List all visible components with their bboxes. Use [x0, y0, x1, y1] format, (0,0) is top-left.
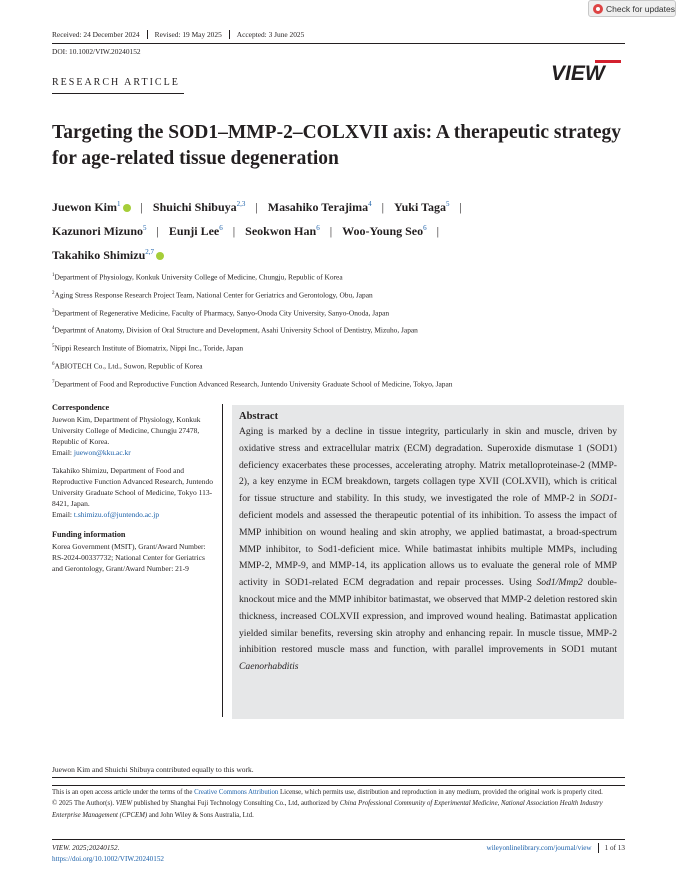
view-logo-icon	[551, 60, 623, 82]
footer-separator	[598, 843, 599, 853]
author-name: Masahiko Terajima$^4$	[267, 200, 372, 214]
author-affiliation-ref: 1	[117, 200, 121, 208]
correspondence-entry-1	[52, 414, 216, 458]
author-separator: |	[459, 200, 462, 214]
article-dates	[52, 30, 311, 39]
author-affiliation-ref: 2,3	[236, 200, 246, 208]
received-date: Received: 24 December 2024	[52, 30, 148, 39]
journal-site-link[interactable]: wileyonlinelibrary.com/journal/view	[486, 844, 592, 852]
author-affiliation-ref: 6	[423, 224, 427, 232]
affiliation-item: $^4$Departmnt of Anatomy, Division of Oral Structure and Development, Asahi University School of Dentistry, Mizuho, Japan	[52, 325, 418, 335]
affiliation-item: $^3$Department of Regenerative Medicine, Faculty of Pharmacy, Sanyo-Onoda City University, Sanyo-Onoda, Japan	[52, 308, 390, 317]
journal-logo-text: VIEW	[551, 62, 605, 82]
abstract-box	[232, 405, 624, 719]
contribution-note: Juewon Kim and Shuichi Shibuya contributed equally to this work.	[52, 765, 254, 774]
author-list	[52, 194, 625, 266]
author-name: Shuichi Shibuya$^{2,3}$	[152, 200, 246, 214]
footer-right	[487, 843, 626, 853]
author-name: Eunji Lee$^6$	[168, 224, 223, 238]
revised-date: Revised: 19 May 2025	[148, 30, 230, 39]
license-line-2: © 2025 The Author(s). VIEW published by Shanghai Fuji Technology Consulting Co., Ltd, authorized by China Professional Community of Experimental Medicine, National Association Health Industry Enterprise Management (CPCEM) and John Wiley & Sons Australia, Ltd.	[52, 800, 603, 819]
journal-reference: VIEW. 2025;20240152.	[52, 844, 120, 852]
affiliation-item: $^7$Department of Food and Reproductive Function Advanced Research, Juntendo University Graduate School of Medicine, Tokyo, Japan	[52, 379, 453, 389]
author-affiliation-ref: 2,7	[145, 248, 155, 256]
abstract-text: Aging is marked by a decline in tissue integrity, particularly in skin and muscle, driven by oxidative stress and extracellular matrix (ECM) degradation. Superoxide dismutase 1 (SOD1) deficiency exacerbates these processes, accelerating atrophy. Matrix metalloproteinase-2 (MMP-2), a key enzyme in ECM breakdown, targets collagen type XVII (COLXVII), which is critical for tissue structure and stability. In this study, we investigated the role of MMP-2 in SOD1-deficient models and assessed the therapeutic potential of its inhibition. To assess the impact of MMP inhibition on wound healing and skin atrophy, we applied batimastat, a broad-spectrum MMP inhibitor, to Sod1-deficient mice. While batimastat inhibits multiple MMPs, including MMP-2, MMP-9, and MMP-14, its application allows us to evaluate the general role of MMP activity in SOD1-related ECM degradation and repair processes. Using Sod1/Mmp2 double-knockout mice and the MMP inhibitor batimastat, we observed that MMP-2 deletion restored skin thickness, increased COLXVII expression, and improved wound healing. Batimastat application yielded similar benefits, reversing skin atrophy and enhancing repair. In muscle tissue, MMP-2 inhibition restored muscle mass and function, with parallel improvements in SOD1 mutant Caenorhabditis	[239, 426, 617, 673]
footnote-rule-2	[52, 785, 625, 786]
author-separator: |	[329, 224, 333, 238]
orcid-icon[interactable]	[123, 204, 131, 212]
author-name: Kazunori Mizuno$^5$	[52, 224, 147, 238]
abstract-heading: Abstract	[239, 411, 279, 422]
cc-license-link[interactable]: Creative Commons Attribution	[194, 789, 279, 796]
license-block	[52, 787, 625, 821]
author-affiliation-ref: 6	[316, 224, 320, 232]
article-type-label: RESEARCH ARTICLE	[52, 77, 180, 88]
email-link-1[interactable]: juewon@kku.ac.kr	[73, 448, 131, 457]
check-for-updates-label: Check for updates	[606, 3, 675, 14]
correspondence-heading: Correspondence	[52, 403, 110, 412]
email-label-2: Email:	[52, 510, 74, 519]
author-name: Woo-Young Seo$^6$	[342, 224, 427, 238]
author-separator: |	[255, 200, 258, 214]
author-affiliation-ref: 5	[445, 200, 450, 208]
footnote-rule-1	[52, 777, 625, 778]
article-doi: DOI: 10.1002/VIW.20240152	[52, 47, 141, 56]
affiliation-item: $^1$Department of Physiology, Konkuk University College of Medicine, Chungju, Republic of Korea	[52, 272, 343, 282]
crossmark-icon	[593, 4, 603, 14]
check-for-updates-badge[interactable]	[588, 0, 676, 17]
article-type-underline	[52, 93, 184, 94]
author-separator: |	[381, 200, 385, 214]
author-name: Takahiko Shimizu$^{2,7}$	[52, 242, 164, 266]
page-number: 1 of 13	[604, 844, 625, 852]
email-link-2[interactable]: t.shimizu.of@juntendo.ac.jp	[73, 510, 160, 519]
author-affiliation-ref: 4	[368, 200, 372, 208]
affiliation-list	[52, 268, 625, 392]
correspondence-address-1: Juewon Kim, Department of Physiology, Konkuk University College of Medicine, Chungju 27478, Republic of Korea.	[52, 415, 201, 446]
author-separator: |	[436, 224, 440, 238]
accepted-date: Accepted: 3 June 2025	[236, 30, 305, 39]
author-affiliation-ref: 5	[143, 224, 147, 232]
author-name: Juewon Kim$^1$	[52, 194, 131, 218]
journal-logo	[551, 60, 623, 82]
author-affiliation-ref: 6	[219, 224, 223, 232]
column-divider	[222, 404, 223, 717]
license-line-1: This is an open access article under the terms of the Creative Commons Attribution License, which permits use, distribution and reproduction in any medium, provided the original work is properly cited.	[52, 789, 603, 796]
funding-heading: Funding information	[52, 530, 126, 539]
author-separator: |	[232, 224, 236, 238]
correspondence-entry-2	[52, 465, 216, 520]
doi-link[interactable]: https://doi.org/10.1002/VIW.20240152	[52, 855, 165, 863]
funding-text: Korea Government (MSIT), Grant/Award Number: RS-2024-00337732; National Center for Geriatrics and Gerontology, Grant/Award Number: 21-9	[52, 542, 206, 573]
affiliation-item: $^5$Nippi Research Institute of Biomatrix, Nippi Inc., Toride, Japan	[52, 343, 244, 353]
author-separator: |	[156, 224, 159, 238]
email-label-1: Email:	[52, 448, 74, 457]
header-rule	[52, 43, 625, 44]
correspondence-address-2: Takahiko Shimizu, Department of Food and Reproductive Function Advanced Research, Juntendo University Graduate School of Medicine, Tokyo 113-8421, Japan.	[52, 466, 214, 508]
author-separator: |	[140, 200, 143, 214]
orcid-icon[interactable]	[156, 252, 164, 260]
affiliation-item: $^2$Aging Stress Response Research Project Team, National Center for Geriatrics and Gerontology, Obu, Japan	[52, 290, 373, 300]
author-name: Yuki Taga$^5$	[394, 200, 450, 214]
correspondence-column	[52, 402, 216, 581]
footer-rule	[52, 839, 625, 840]
affiliation-item: $^6$ABIOTECH Co., Ltd., Suwon, Republic of Korea	[52, 361, 203, 371]
author-name: Seokwon Han$^6$	[245, 224, 320, 238]
article-title: Targeting the SOD1–MMP-2–COLXVII axis: A therapeutic strategy for age-related tissue degeneration	[52, 122, 622, 169]
footer-citation	[52, 843, 164, 865]
